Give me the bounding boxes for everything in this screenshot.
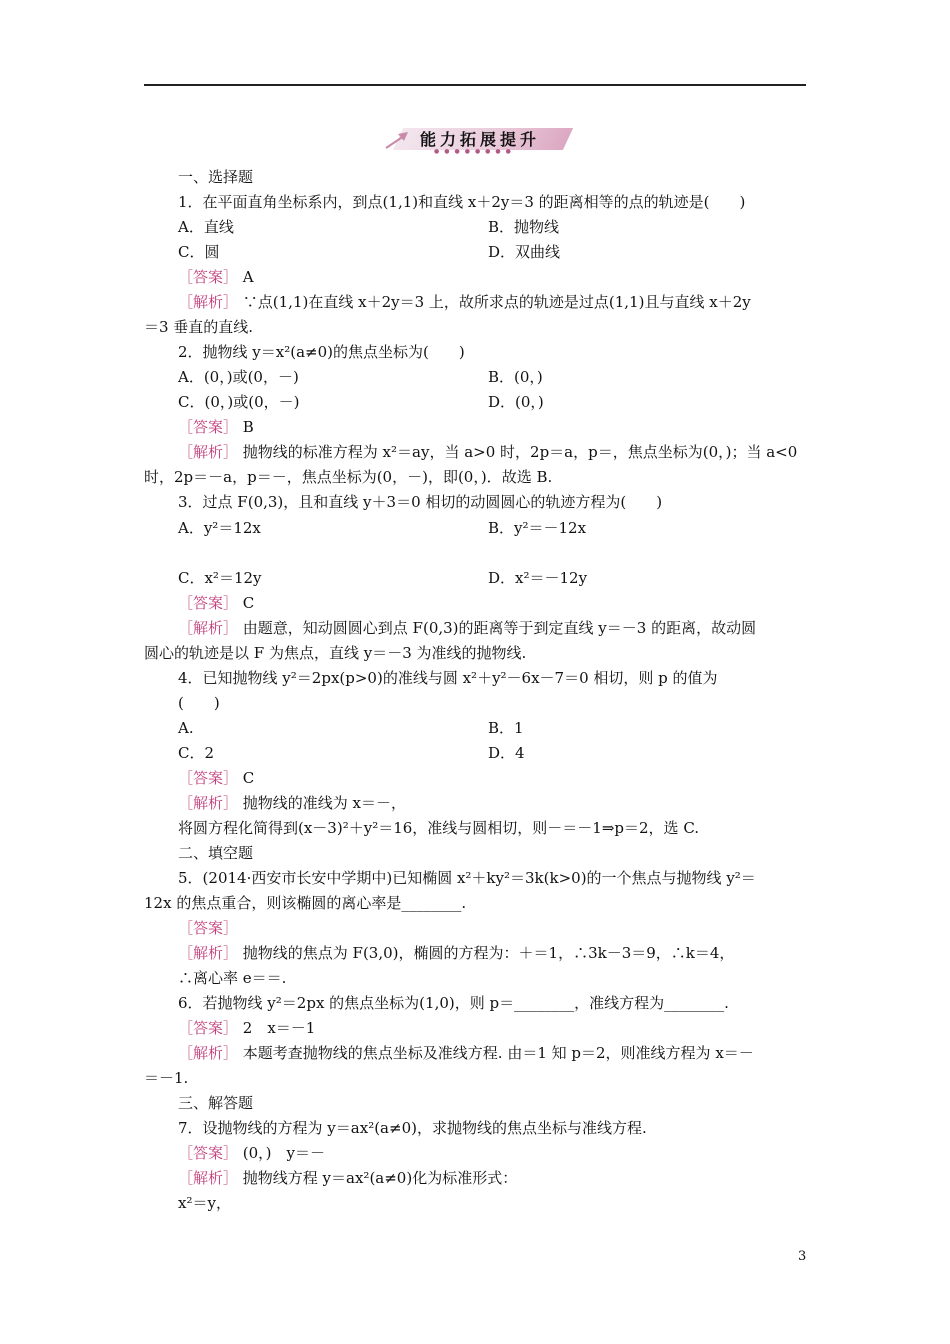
line-text: C．圆 bbox=[178, 243, 220, 261]
line-text: 6．若抛物线 y²＝2px 的焦点坐标为(1,0)，则 p＝________，准线方程为________. bbox=[178, 994, 729, 1012]
text-line bbox=[178, 743, 214, 763]
text-line bbox=[178, 167, 253, 187]
line-text: 3．过点 F(0,3)，且和直线 y＋3＝0 相切的动圆圆心的轨迹方程为( ) bbox=[178, 493, 663, 511]
text-line bbox=[178, 1193, 231, 1213]
text-line bbox=[144, 1068, 188, 1088]
banner-dots: ●●●●●●●● bbox=[434, 148, 516, 155]
text-line bbox=[178, 593, 254, 613]
line-text: C．x²＝12y bbox=[178, 569, 262, 587]
text-line bbox=[178, 442, 797, 462]
answer-tag: ［答案］ bbox=[178, 1144, 239, 1162]
top-rule bbox=[144, 84, 806, 86]
text-line bbox=[178, 918, 238, 938]
analysis-tag: ［解析］ bbox=[178, 1044, 239, 1062]
text-line bbox=[178, 1143, 325, 1163]
line-text: C．(0，)或(0，－) bbox=[178, 393, 300, 411]
text-line bbox=[488, 242, 560, 262]
page-number: 3 bbox=[798, 1249, 807, 1264]
line-text: B．抛物线 bbox=[488, 218, 560, 236]
answer-tag: ［答案］ bbox=[178, 769, 239, 787]
text-line bbox=[178, 693, 220, 713]
line-text: 由题意，知动圆圆心到点 F(0,3)的距离等于到定直线 y＝－3 的距离，故动圆 bbox=[238, 619, 757, 637]
text-line bbox=[178, 618, 756, 638]
line-text: 将圆方程化简得到(x－3)²＋y²＝16，准线与圆相切，则－＝－1⇒p＝2，选 C. bbox=[178, 819, 700, 837]
answer-tag: ［答案］ bbox=[178, 268, 239, 286]
line-text: B．1 bbox=[488, 719, 524, 737]
text-line bbox=[178, 993, 729, 1013]
line-text: 1．在平面直角坐标系内，到点(1,1)和直线 x＋2y＝3 的距离相等的点的轨迹是( ) bbox=[178, 193, 746, 211]
answer-tag: ［答案］ bbox=[178, 594, 239, 612]
text-line bbox=[178, 768, 254, 788]
text-line bbox=[178, 192, 745, 212]
line-text: 圆心的轨迹是以 F 为焦点，直线 y＝－3 为准线的抛物线. bbox=[144, 644, 527, 662]
line-text: A．y²＝12x bbox=[178, 519, 261, 537]
line-text: 2 x＝－1 bbox=[238, 1019, 316, 1037]
text-line bbox=[178, 492, 662, 512]
line-text: (0，) y＝－ bbox=[238, 1144, 326, 1162]
analysis-tag: ［解析］ bbox=[178, 619, 239, 637]
text-line bbox=[488, 392, 544, 412]
line-text: 抛物线的准线为 x＝－， bbox=[238, 794, 407, 812]
line-text: D．x²＝－12y bbox=[488, 569, 588, 587]
text-line bbox=[178, 1168, 517, 1188]
text-line bbox=[178, 242, 219, 262]
text-line bbox=[488, 718, 524, 738]
text-line bbox=[178, 1093, 253, 1113]
line-text: A．直线 bbox=[178, 218, 234, 236]
line-text: 2．抛物线 y＝x²(a≠0)的焦点坐标为( ) bbox=[178, 343, 465, 361]
line-text: 5．(2014·西安市长安中学期中)已知椭圆 x²＋ky²＝3k(k>0)的一个焦点与抛物线 y²＝ bbox=[178, 869, 756, 887]
text-line bbox=[178, 367, 299, 387]
text-line bbox=[178, 342, 465, 362]
analysis-tag: ［解析］ bbox=[178, 293, 239, 311]
analysis-tag: ［解析］ bbox=[178, 1169, 239, 1187]
line-text: ＝－1. bbox=[144, 1069, 189, 1087]
line-text: C bbox=[238, 769, 255, 787]
line-text: 抛物线的焦点为 F(3,0)，椭圆的方程为：＋＝1，∴3k－3＝9，∴k＝4， bbox=[238, 944, 735, 962]
text-line bbox=[178, 718, 194, 738]
answer-tag: ［答案］ bbox=[178, 1019, 239, 1037]
line-text: A bbox=[238, 268, 254, 286]
text-line bbox=[178, 843, 253, 863]
text-line bbox=[488, 367, 543, 387]
line-text: C．2 bbox=[178, 744, 215, 762]
text-line bbox=[178, 217, 234, 237]
analysis-tag: ［解析］ bbox=[178, 944, 239, 962]
text-line bbox=[178, 518, 261, 538]
line-text: 抛物线方程 y＝ax²(a≠0)化为标准形式： bbox=[238, 1169, 518, 1187]
line-text: D．4 bbox=[488, 744, 525, 762]
text-line bbox=[178, 568, 262, 588]
line-text: 时，2p＝－a，p＝－，焦点坐标为(0，－)，即(0，)．故选 B. bbox=[144, 468, 553, 486]
text-line bbox=[488, 217, 559, 237]
text-line bbox=[488, 568, 587, 588]
text-line bbox=[488, 518, 586, 538]
line-text: ＝3 垂直的直线. bbox=[144, 318, 254, 336]
text-line bbox=[144, 893, 466, 913]
line-text: 本题考查抛物线的焦点坐标及准线方程. 由＝1 知 p＝2，则准线方程为 x＝－ bbox=[238, 1044, 754, 1062]
line-text: x²＝y， bbox=[178, 1194, 231, 1212]
text-line bbox=[144, 643, 526, 663]
line-text: D．(0，) bbox=[488, 393, 544, 411]
text-line bbox=[178, 868, 756, 888]
line-text: A．(0，)或(0，－) bbox=[178, 368, 299, 386]
line-text: ∴离心率 e＝＝. bbox=[178, 969, 287, 987]
text-line bbox=[178, 1118, 647, 1138]
answer-tag: ［答案］ bbox=[178, 919, 239, 937]
line-text: 二、填空题 bbox=[178, 844, 254, 862]
text-line bbox=[178, 417, 254, 437]
line-text: 三、解答题 bbox=[178, 1094, 254, 1112]
line-text: ( ) bbox=[178, 694, 220, 712]
text-line bbox=[178, 1018, 315, 1038]
text-line bbox=[178, 943, 734, 963]
line-text: B．y²＝－12x bbox=[488, 519, 587, 537]
text-line bbox=[144, 467, 552, 487]
answer-tag: ［答案］ bbox=[178, 418, 239, 436]
line-text: 12x 的焦点重合，则该椭圆的离心率是________. bbox=[144, 894, 467, 912]
line-text: A. bbox=[178, 719, 194, 737]
text-line bbox=[178, 392, 299, 412]
banner-title: 能力拓展提升 bbox=[420, 130, 541, 149]
line-text: B．(0，) bbox=[488, 368, 543, 386]
text-line bbox=[488, 743, 525, 763]
text-line bbox=[178, 668, 718, 688]
section-banner bbox=[384, 124, 568, 154]
text-line bbox=[178, 818, 699, 838]
line-text: D．双曲线 bbox=[488, 243, 561, 261]
line-text: 一、选择题 bbox=[178, 168, 254, 186]
line-text: 抛物线的标准方程为 x²＝ay，当 a>0 时，2p＝a，p＝，焦点坐标为(0，)；当 a<0 bbox=[238, 443, 798, 461]
text-line bbox=[178, 793, 406, 813]
line-text: 7．设抛物线的方程为 y＝ax²(a≠0)，求抛物线的焦点坐标与准线方程. bbox=[178, 1119, 647, 1137]
text-line bbox=[178, 968, 286, 988]
text-line bbox=[144, 317, 253, 337]
analysis-tag: ［解析］ bbox=[178, 794, 239, 812]
arrow-icon bbox=[384, 130, 414, 150]
text-line bbox=[178, 267, 254, 287]
line-text: B bbox=[238, 418, 254, 436]
analysis-tag: ［解析］ bbox=[178, 443, 239, 461]
line-text: C bbox=[238, 594, 255, 612]
text-line bbox=[178, 292, 751, 312]
text-line bbox=[178, 1043, 754, 1063]
line-text: 4．已知抛物线 y²＝2px(p>0)的准线与圆 x²＋y²－6x－7＝0 相切，则 p 的值为 bbox=[178, 669, 718, 687]
line-text: ∵点(1,1)在直线 x＋2y＝3 上，故所求点的轨迹是过点(1,1)且与直线 x＋2y bbox=[238, 293, 751, 311]
